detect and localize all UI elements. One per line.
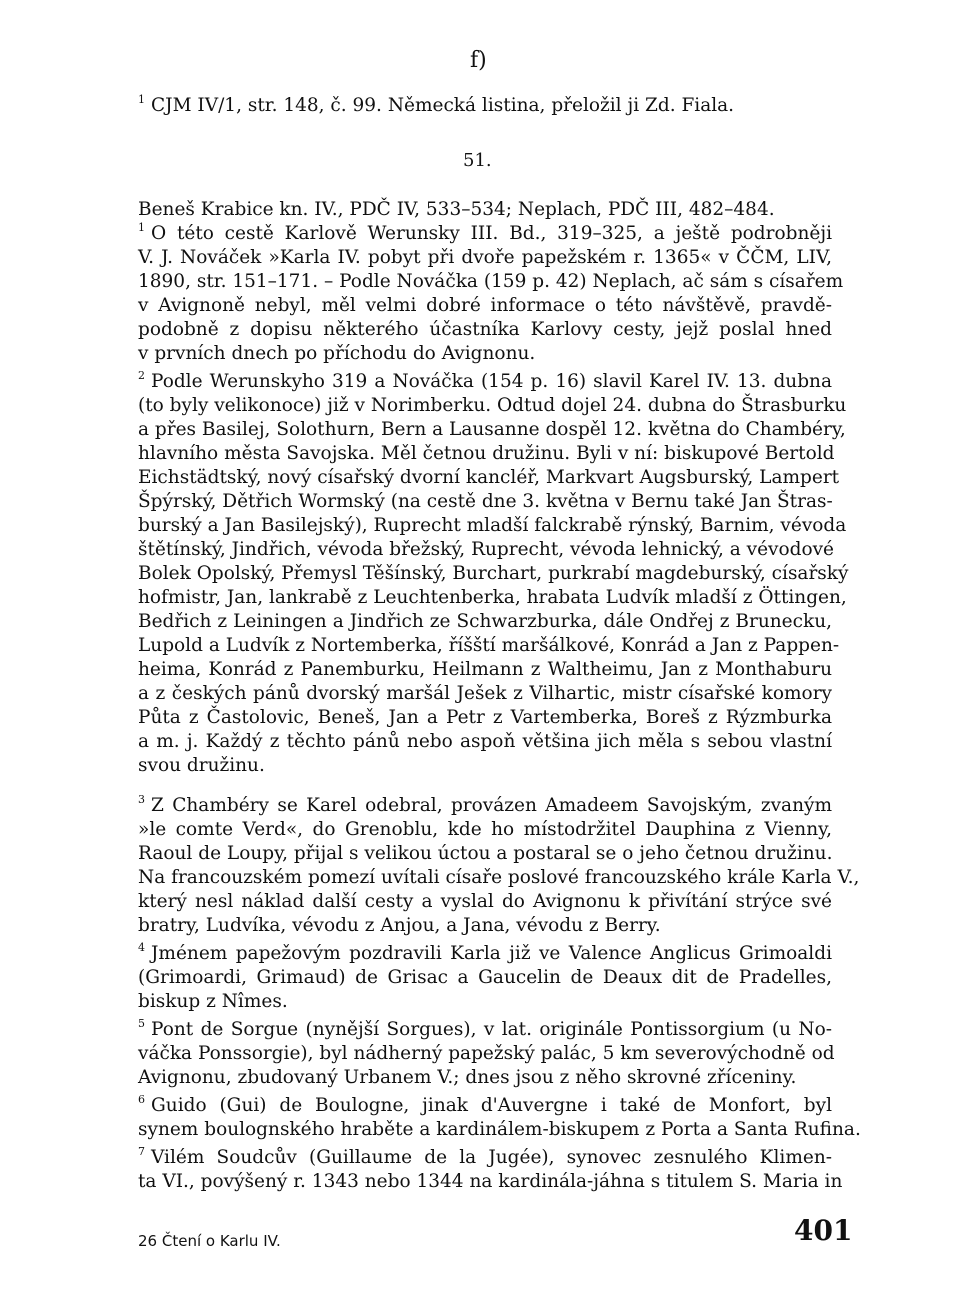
line-text: a přes Basilej, Solothurn, Bern a Lausanne dospěl 12. května do Chambéry,	[138, 419, 846, 440]
line-text: Guido (Gui) de Boulogne, jinak d'Auvergne i také de Monfort, byl	[151, 1095, 832, 1116]
line-text: heima, Konrád z Panemburku, Heilmann z Waltheimu, Jan z Monthaburu	[138, 659, 832, 680]
text-line	[138, 1066, 832, 1090]
line-text: biskup z Nîmes.	[138, 991, 288, 1012]
line-text: váčka Ponssorgie), byl nádherný papežský palác, 5 km severovýchodně od	[138, 1043, 835, 1064]
text-line	[138, 794, 832, 820]
footnote-marker: 7	[138, 1145, 145, 1158]
line-text: bratry, Ludvíka, vévodu z Anjou, a Jana, vévodu z Berry.	[138, 915, 661, 936]
text-line	[138, 222, 832, 248]
line-text: burský a Jan Basilejský), Ruprecht mladší falckrabě rýnský, Barnim, vévoda	[138, 515, 847, 536]
text-line	[138, 818, 832, 842]
text-line	[138, 394, 847, 418]
line-text: ta VI., povýšený r. 1343 nebo 1344 na kardinála-jáhna s titulem S. Maria in	[138, 1171, 843, 1192]
text-line	[138, 418, 846, 442]
line-text: Raoul de Loupy, přijal s velikou úctou a postaral se o jeho četnou družinu.	[138, 843, 833, 864]
text-line	[138, 294, 832, 318]
line-text: hlavního města Savojska. Měl četnou družinu. Byli v ní: biskupové Bertold	[138, 443, 835, 464]
line-text: Z Chambéry se Karel odebral, provázen Amadeem Savojským, zvaným	[151, 795, 832, 816]
line-text: Avignonu, zbudovaný Urbanem V.; dnes jsou z něho skrovné zříceniny.	[138, 1067, 797, 1088]
footnote-marker: 1	[138, 93, 145, 106]
header-marker: f)	[470, 48, 487, 73]
footnote-marker: 1	[138, 221, 145, 234]
text-line	[138, 706, 832, 730]
text-line	[138, 966, 832, 990]
line-text: a m. j. Každý z těchto pánů nebo aspoň většina jich měla s sebou vlastní	[138, 731, 832, 752]
footnote-marker: 3	[138, 793, 145, 806]
line-text: hofmistr, Jan, lankrabě z Leuchtenberka, hrabata Ludvík mladší z Öttingen,	[138, 587, 847, 608]
line-text: (Grimoardi, Grimaud) de Grisac a Gaucelin de Deaux dit de Pradelles,	[138, 967, 832, 988]
line-text: Půta z Častolovic, Beneš, Jan a Petr z Vartemberka, Boreš z Rýzmburka	[138, 707, 832, 728]
text-line	[138, 990, 832, 1014]
text-line	[138, 270, 844, 294]
text-line	[138, 1146, 832, 1172]
text-line	[138, 1118, 861, 1142]
line-text: který nesl náklad další cesty a vyslal do Avignonu k přivítání strýce své	[138, 891, 832, 912]
text-line	[138, 1094, 832, 1120]
line-text: Bedřich z Leiningen a Jindřich ze Schwarzburka, dále Ondřej z Brunecku,	[138, 611, 832, 632]
line-text: Eichstädtský, nový císařský dvorní kancléř, Markvart Augsburský, Lampert	[138, 467, 840, 488]
text-line	[138, 634, 840, 658]
line-text: Podle Werunskyho 319 a Nováčka (154 p. 16) slavil Karel IV. 13. dubna	[151, 371, 832, 392]
line-text: CJM IV/1, str. 148, č. 99. Německá listina, přeložil ji Zd. Fiala.	[151, 95, 735, 116]
line-text: Beneš Krabice kn. IV., PDČ IV, 533–534; Neplach, PDČ III, 482–484.	[138, 199, 775, 220]
page-number: 401	[794, 1214, 853, 1247]
text-line	[138, 246, 832, 270]
text-line	[138, 730, 832, 754]
footnote-marker: 4	[138, 941, 145, 954]
line-text: v prvních dnech po příchodu do Avignonu.	[138, 343, 536, 364]
text-line	[138, 890, 832, 914]
text-line	[138, 754, 832, 778]
text-line	[138, 562, 849, 586]
text-line	[138, 442, 835, 466]
line-text: štětínský, Jindřich, vévoda břežský, Ruprecht, vévoda lehnický, a vévodové	[138, 539, 834, 560]
text-line	[138, 538, 832, 562]
text-line	[138, 1042, 835, 1066]
line-text: Bolek Opolský, Přemysl Těšínský, Burchart, purkrabí magdeburský, císařský	[138, 563, 849, 584]
text-line	[138, 490, 832, 514]
text-line	[138, 914, 832, 938]
line-text: podobně z dopisu některého účastníka Karlovy cesty, jejž poslal hned	[138, 319, 832, 340]
line-text: Pont de Sorgue (nynější Sorgues), v lat. originále Pontissorgium (u No-	[151, 1019, 832, 1040]
line-text: O této cestě Karlově Werunsky III. Bd., 319–325, a ještě podrobněji	[151, 223, 832, 244]
footnote-marker: 5	[138, 1017, 145, 1030]
text-line	[138, 842, 832, 866]
text-line	[138, 942, 832, 968]
line-text: V. J. Nováček »Karla IV. pobyt při dvoře papežském r. 1365« v ČČM, LIV,	[138, 247, 832, 268]
text-line	[138, 658, 832, 682]
line-text: 1890, str. 151–171. – Podle Nováčka (159 p. 42) Neplach, ač sám s císařem	[138, 271, 844, 292]
text-line	[138, 1170, 843, 1194]
line-text: synem boulognského hraběte a kardinálem-biskupem z Porta a Santa Rufina.	[138, 1119, 861, 1140]
text-line	[138, 586, 847, 610]
line-text: Vilém Soudcův (Guillaume de la Jugée), synovec zesnulého Klimen-	[151, 1147, 832, 1168]
text-line	[138, 318, 832, 342]
line-text: Na francouzském pomezí uvítali císaře poslové francouzského krále Karla V.,	[138, 867, 860, 888]
text-line	[138, 610, 832, 634]
line-text: »le comte Verd«, do Grenoblu, kde ho místodržitel Dauphina z Vienny,	[138, 819, 832, 840]
text-line	[138, 342, 832, 366]
text-line	[138, 466, 840, 490]
text-line	[138, 514, 847, 538]
footnote-marker: 6	[138, 1093, 145, 1106]
line-text: svou družinu.	[138, 755, 265, 776]
line-text: a z českých pánů dvorský maršál Ješek z Vilhartic, mistr císařské komory	[138, 683, 832, 704]
text-line	[138, 1018, 832, 1044]
text-line	[138, 682, 832, 706]
line-text: (to byly velikonoce) již v Norimberku. Odtud dojel 24. dubna do Štrasburku	[138, 395, 847, 416]
line-text: Jménem papežovým pozdravili Karla již ve Valence Anglicus Grimoaldi	[151, 943, 832, 964]
text-line	[138, 866, 860, 890]
footer-signature: 26 Čtení o Karlu IV.	[138, 1232, 281, 1250]
line-text: Lupold a Ludvík z Nortemberka, říšští maršálkové, Konrád a Jan z Pappen-	[138, 635, 840, 656]
line-text: v Avignoně nebyl, měl velmi dobré informace o této návštěvě, pravdě-	[138, 295, 832, 316]
line-text: Špýrský, Dětřich Wormský (na cestě dne 3. května v Bernu také Jan Štras-	[138, 491, 833, 512]
text-line	[138, 198, 832, 222]
text-line	[138, 370, 832, 396]
footnote-marker: 2	[138, 369, 145, 382]
section-number: 51.	[463, 150, 492, 171]
text-line	[138, 94, 832, 120]
